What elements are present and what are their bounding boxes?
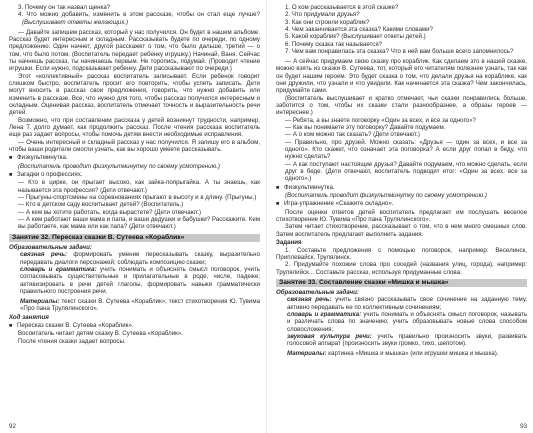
educational-tasks-title: Образовательные задачи:: [276, 288, 359, 296]
materials: [276, 350, 527, 357]
assignments-title: Задания: [276, 239, 302, 247]
bullet-square-icon: ■: [9, 322, 13, 329]
task-coherent-speech: [9, 251, 260, 266]
dialogue-line: — А кем работают ваши мама и папа, и ваши дедушки и бабушки? Расскажите. Кем вы работаете, как мама или как папа? (Дети отвечают.): [18, 216, 260, 231]
paragraph: Затем читает стихотворение, рассказывает о том, что в нем много смешных слов. Затем воспитатель предлагает выполнить задания.: [276, 223, 527, 238]
task-text: учить понимать и объяснять смысл поговорок, учить согласовывать существительные и прилагательные в роде, числе, падеже; активизировать в речи детей глаголы, формировать навыки грамматически правильного построения речи.: [20, 265, 260, 295]
materials-label: Материалы:: [20, 297, 60, 305]
bullet-physminute: [9, 154, 260, 162]
question-3: 3. Почему он так назвал щенка?: [18, 4, 111, 11]
dialogue-line: — Кто в цирке, он прыгает высоко, как зайка-попрыгайка. А ты знаешь, как называется эта профессия? (Дети отвечают.): [18, 179, 260, 194]
left-page-body: [9, 4, 260, 345]
dialogue-line: — А как поступают настоящие друзья? Давайте подумаем, что можно сделать, если друг в беде. (Дети отвечают, воспитатель подводит итог: «Один за всех, все за одного».): [285, 160, 527, 183]
paragraph: — А сейчас придумаем свою сказку про кораблик. Как сделаем это в нашей сказке, можно взять из сказки В. Сутеева, тот, который его читателям полезнее узнать, так как он будет нашим героем. Это будет сказка о том, что делали друзья на кораблике, как они дружили, что узнали и что увидели. Как начинается эта сказка? Чем закончилась, придумайте сами.: [276, 57, 527, 95]
paragraph: — Давайте запишем рассказ, который у нас получился. Он будет в нашем альбоме. Рассказ будет интересным и складным. Рассказывать будете по очереди, по одному предложению. Один начнет, другой расскажет о том, что было дальше, третий — о том, что было потом. (Воспитатель передает ребенку игрушку.) Начинай, Ваня. Сейчас ты начнешь рассказ, ты начинаешь первым. Не торопись, подумай. (Проводит чтение игрушки. Если нужно, подсказывает ребенку. Дети рассказывают по очереди.): [9, 28, 260, 73]
paragraph: После оценки ответов детей воспитатель предлагает им послушать веселое стихотворение Ю. Тувима «Про пана Трулялинского».: [276, 208, 527, 224]
task-vocabulary: [9, 266, 260, 295]
task-coherent-speech: [276, 296, 527, 311]
bullet-square-icon: ■: [276, 184, 280, 191]
assignment-1: 1. Составьте предложения с помощью поговорок, например: Веселинск, Приплевайск, Трулялинск.: [276, 246, 527, 261]
lesson-33-heading: Занятие 33. Составление сказки «Мишка и мышка»: [276, 279, 527, 288]
dialogue-line: — А о ком можно так сказать? (Дети отвечают.): [285, 131, 420, 139]
page-number: 92: [9, 423, 16, 430]
paragraph: Возможно, что при составлении рассказа у детей возникнут трудности, например, Лена Т. долго думает, как продолжить рассказ. После чтения рассказа воспитатель еще раз задает вопросы, чтобы помочь детям внести необходимые исправления.: [9, 116, 260, 139]
task-text: учить правильно произносить звуки, развивать голосовой аппарат (произносить звуки громко, тихо, шепотом).: [287, 333, 527, 348]
paragraph: Воспитатель читает детям сказку В. Сутеева «Кораблик».: [18, 330, 183, 338]
dialogue-line: — Кто в детском саду воспитывает детей? (Воспитатель.): [18, 201, 184, 209]
paragraph: Этот «коллективный» рассказ воспитатель записывает. Если ребенок говорит слишком быстро, воспитатель просит его повторить, чтобы успеть записать. Дети могут вносить в рассказ свои предложения, говорить, что нужно добавить или изменить в рассказе. Все, что нужно для того, чтобы рассказ получился интересным и складным. Оценивая рассказ, воспитатель отмечает точность и выразительность речи детей.: [9, 72, 260, 117]
bullet-physminute: [276, 184, 527, 192]
bullet-square-icon: ■: [9, 155, 13, 162]
materials: [9, 298, 260, 313]
assignment-2: 2. Придумайте похожие слова про соседей (названия улиц, города), например: Трулялийск... Составьте рассказ, используя придуманные слова.: [276, 261, 527, 276]
paragraph: — Очень интересный и складный рассказ у нас получился. Я запишу его в альбом, чтобы ваши родители смогли узнать, как вы хорошо умеете рассказывать.: [9, 138, 260, 154]
task-text: учить связно рассказывать свое сочинение на заданную тему, активно передавать ее по коллективным сочинениям;: [287, 296, 527, 311]
task-label: звуковая культура речи:: [287, 333, 372, 341]
question-1: 1. О ком рассказывается в этой сказке?: [285, 4, 399, 11]
right-page-body: [276, 4, 527, 358]
question-5: 5. Какой кораблик? (Выслушивает ответы детей.): [285, 33, 426, 41]
materials-text: текст сказки В. Сутеева «Кораблик»; текст стихотворения Ю. Тувима «Про пана Трулялинского».: [20, 297, 260, 313]
bullet-game: [276, 200, 527, 208]
bullet-riddles: [9, 171, 260, 179]
bullet-square-icon: ■: [276, 201, 280, 208]
physminute-note: (Воспитатель проводит физкультминутку по своему усмотрению.): [18, 162, 220, 170]
bullet-label: Пересказ сказки В. Сутеева «Кораблик».: [17, 321, 134, 329]
question-4: 4. Чем заканчивается эта сказка? Какими словами?: [285, 26, 433, 34]
lesson-32-heading: Занятие 32. Пересказ сказки В. Сутеева «Кораблик»: [9, 234, 260, 243]
dialogue-line: — Прыгуны-спортсмены на соревнованиях прыгают в высоту и в длину. (Прыгуны.): [18, 194, 257, 202]
page-number: 93: [520, 423, 527, 430]
question-2: 2. Что придумали друзья?: [285, 11, 360, 19]
dialogue-line: — А кем вы хотите работать, когда вырастете? (Дети отвечают.): [18, 208, 202, 216]
dialogue-line: — Правильно, про друзей. Можно сказать: «Друзья — один за всех, и все за одного». Кто скажет, что означает эта поговорка? А если друг попал в беду, что нужно сделать?: [285, 138, 527, 161]
lesson-course-title: Ход занятия: [9, 313, 49, 321]
task-text: формировать умение пересказывать сказку, выразительно передавать диалоги персонажей; соблюдать композицию сказки;: [20, 251, 260, 266]
right-page: [276, 4, 527, 430]
question-4-note: (Выслушивает ответы желающих.): [22, 18, 129, 26]
question-3: 3. Как они строили кораблик?: [285, 18, 370, 26]
educational-tasks-title: Образовательные задачи:: [9, 243, 92, 251]
spread-gutter: [266, 0, 267, 433]
bullet-retelling: [9, 322, 260, 330]
task-sound-culture: [276, 333, 527, 348]
physminute-note: (Воспитатель проводит физкультминутку по своему усмотрению.): [285, 192, 487, 200]
task-label: словарь и грамматика:: [20, 265, 97, 273]
paragraph: (Воспитатель выслушивает и кратко отмечает, чьи сказки понравились больше, заботится о том, чтобы их сказки стали разнообразнее, а образы героев — интереснее.): [276, 94, 527, 117]
dialogue-line: — Как вы понимаете эту поговорку? Давайте подумаем.: [285, 124, 446, 131]
task-vocabulary: [276, 311, 527, 333]
task-label: связная речь:: [287, 296, 332, 304]
paragraph: После чтения сказки задает вопросы.: [18, 337, 126, 345]
bullet-label: Физкультминутка.: [17, 154, 68, 162]
question-4: [9, 11, 260, 26]
question-7: 7. Чем вам понравилась эта сказка? Что в ней вам больше всего запомнилось?: [285, 48, 514, 56]
bullet-label: Игра-упражнение «Скажите складно».: [284, 200, 394, 208]
materials-label: Материалы:: [287, 350, 327, 358]
bullet-label: Физкультминутка.: [284, 183, 335, 191]
materials-text: картинка «Мишка и мышка» (или игрушки мишка и мышка).: [328, 350, 499, 358]
question-4-text: 4. Что можно добавить, изменить в этом рассказе, чтобы он стал еще лучше?: [18, 11, 260, 19]
left-page: [9, 4, 260, 430]
bullet-label: Загадки о профессиях.: [17, 171, 83, 179]
task-label: словарь и грамматика:: [287, 311, 362, 318]
task-text: учить понимать и объяснять смысл поговорок, называть и различать слова по значению; учить образовывать новые слова способом словосложения;: [287, 311, 527, 333]
dialogue-line: — Ребята, а вы знаете поговорку «Один за всех, и все за одного»?: [285, 116, 476, 124]
task-label: связная речь:: [20, 251, 68, 259]
bullet-square-icon: ■: [9, 172, 13, 179]
question-6: 6. Почему сказка так называется?: [285, 40, 383, 48]
